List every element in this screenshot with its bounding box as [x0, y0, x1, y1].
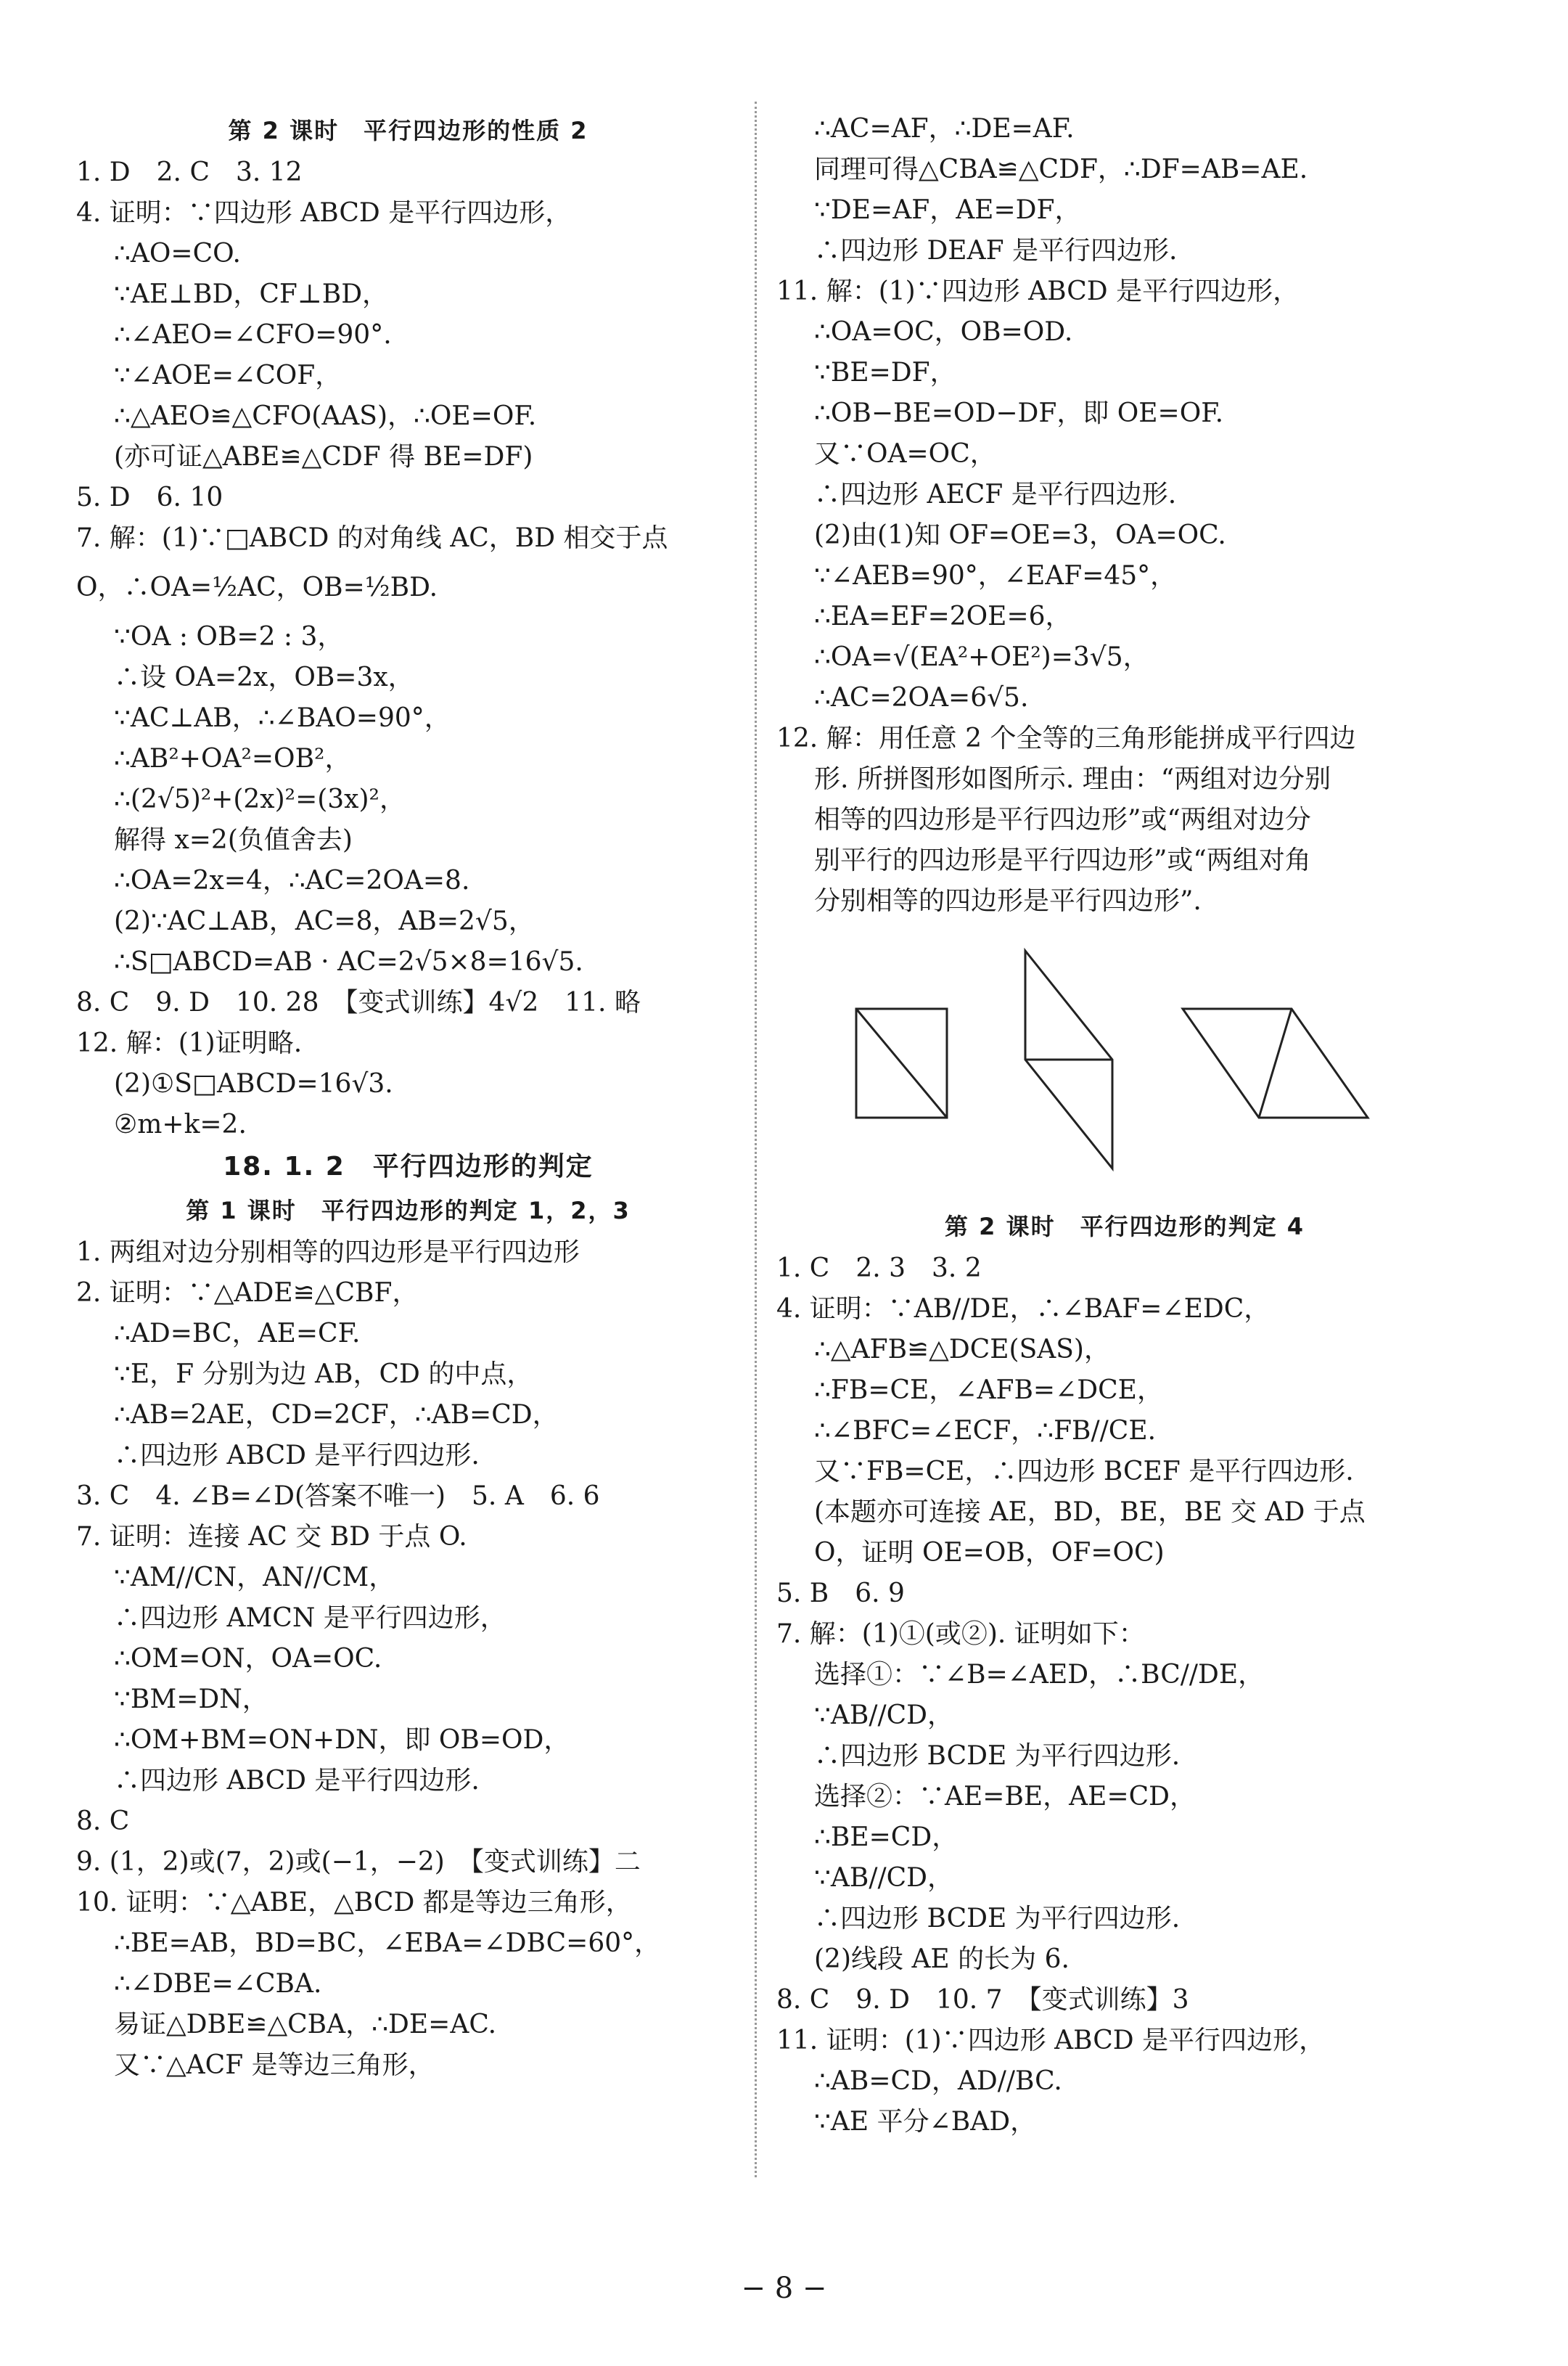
answer-line: 12. 解：(1)证明略. — [76, 1028, 303, 1058]
answer-line: 5. B 6. 9 — [776, 1579, 905, 1608]
answer-line: ∴四边形 AMCN 是平行四边形， — [114, 1603, 506, 1633]
answer-line: ∵OA : OB=2 : 3， — [114, 622, 344, 652]
answer-line: 2. 证明：∵△ADE≌△CBF， — [76, 1278, 419, 1308]
answer-line: ∴EA=EF=2OE=6， — [814, 602, 1072, 631]
answer-line: 别平行的四边形是平行四边形”或“两组对角 — [814, 846, 1311, 875]
answer-line: ∴设 OA=2x，OB=3x， — [114, 663, 414, 692]
answer-line: ∴四边形 ABCD 是平行四边形. — [114, 1766, 480, 1796]
answer-line: 1. C 2. 3 3. 2 — [776, 1253, 982, 1283]
page-number: − 8 − — [741, 2272, 827, 2305]
column-divider — [755, 102, 757, 2177]
answer-line: ∵AC⊥AB，∴∠BAO=90°， — [114, 703, 451, 733]
answer-line: 又∵△ACF 是等边三角形， — [114, 2050, 435, 2080]
answer-line: (2)①S□ABCD=16√3. — [114, 1069, 393, 1099]
right-column-bottom — [776, 1205, 1473, 2142]
answer-line: ∴四边形 ABCD 是平行四边形. — [114, 1441, 480, 1470]
answer-line: ∴∠DBE=∠CBA. — [114, 1969, 322, 1999]
answer-line: ∵AM//CN，AN//CM， — [114, 1563, 395, 1592]
answer-line: ∴FB=CE，∠AFB=∠DCE， — [814, 1375, 1163, 1405]
answer-line: 7. 证明：连接 AC 交 BD 于点 O. — [76, 1522, 467, 1552]
answer-line: ∴四边形 BCDE 为平行四边形. — [814, 1741, 1181, 1771]
answer-line: ∴S□ABCD=AB · AC=2√5×8=16√5. — [114, 947, 583, 977]
answer-line: (2)线段 AE 的长为 6. — [814, 1944, 1070, 1974]
answer-line: ∴OA=2x=4，∴AC=2OA=8. — [114, 866, 470, 896]
answer-line: 12. 解：用任意 2 个全等的三角形能拼成平行四边 — [776, 724, 1356, 753]
answer-line: ∴AC=AF，∴DE=AF. — [814, 114, 1075, 144]
answer-line: ②m+k=2. — [114, 1110, 247, 1139]
right-column-top — [776, 109, 1473, 922]
answer-line: 5. D 6. 10 — [76, 483, 223, 512]
answer-line: 10. 证明：∵△ABE，△BCD 都是等边三角形， — [76, 1888, 632, 1917]
answer-line: 9. (1，2)或(7，2)或(−1，−2) 【变式训练】二 — [76, 1847, 641, 1877]
answer-line: 8. C 9. D 10. 28 【变式训练】4√2 11. 略 — [76, 988, 641, 1018]
answer-line: ∴四边形 AECF 是平行四边形. — [814, 480, 1177, 509]
answer-line: 解得 x=2(负值舍去) — [114, 825, 353, 855]
answer-line: ∴OM=ON，OA=OC. — [114, 1644, 382, 1674]
answer-line: ∴OA=√(EA²+OE²)=3√5， — [814, 642, 1149, 672]
answer-line: O，证明 OE=OB，OF=OC) — [814, 1538, 1165, 1568]
answer-line: 8. C 9. D 10. 7 【变式训练】3 — [776, 1985, 1189, 2015]
answer-line: ∵∠AEB=90°，∠EAF=45°， — [814, 561, 1177, 591]
answer-line: ∴(2√5)²+(2x)²=(3x)²， — [114, 785, 406, 814]
figure-tall-parallelogram — [1025, 951, 1112, 1168]
answer-line: ∵AE⊥BD，CF⊥BD， — [114, 279, 389, 309]
answer-line: ∴BE=CD， — [814, 1822, 959, 1852]
answer-line: ∴OB−BE=OD−DF，即 OE=OF. — [814, 398, 1224, 428]
parallelogram-figures — [842, 943, 1393, 1183]
answer-line: (2)由(1)知 OF=OE=3，OA=OC. — [814, 520, 1226, 550]
answer-line: 1. 两组对边分别相等的四边形是平行四边形 — [76, 1237, 580, 1267]
answer-line: ∴∠BFC=∠ECF，∴FB//CE. — [814, 1416, 1157, 1446]
answer-line: 4. 证明：∵AB//DE，∴∠BAF=∠EDC， — [776, 1294, 1271, 1324]
answer-line: 1. D 2. C 3. 12 — [76, 157, 303, 187]
answer-line: (2)∵AC⊥AB，AC=8，AB=2√5， — [114, 906, 535, 936]
answer-line: ∴OM+BM=ON+DN，即 OB=OD， — [114, 1725, 570, 1755]
answer-line: 选择①：∵∠B=∠AED，∴BC//DE， — [814, 1660, 1265, 1690]
figure-wide-parallelogram — [1183, 1009, 1368, 1118]
answer-line: ∴OA=OC，OB=OD. — [814, 317, 1073, 347]
left-column — [76, 109, 740, 2086]
answer-line: (亦可证△ABE≌△CDF 得 BE=DF) — [114, 442, 533, 472]
answer-line: 又∵OA=OC， — [814, 439, 996, 469]
answer-line: ∴AO=CO. — [114, 239, 241, 269]
answer-line: 7. 解：(1)①(或②). 证明如下： — [776, 1619, 1145, 1649]
section-heading: 18. 1. 2 平行四边形的判定 — [223, 1152, 594, 1182]
answer-line: ∴AB²+OA²=OB²， — [114, 744, 351, 774]
figure-rectangle — [856, 1009, 947, 1118]
answer-line: ∴∠AEO=∠CFO=90°. — [114, 320, 392, 350]
answer-line: 相等的四边形是平行四边形”或“两组对边分 — [814, 805, 1311, 835]
answer-line: 11. 证明：(1)∵四边形 ABCD 是平行四边形， — [776, 2026, 1326, 2055]
answer-line: 8. C — [76, 1806, 130, 1836]
answer-line: ∵BE=DF， — [814, 358, 956, 388]
answer-line: 同理可得△CBA≌△CDF，∴DF=AB=AE. — [814, 155, 1308, 184]
answer-line: (本题亦可连接 AE，BD，BE，BE 交 AD 于点 — [814, 1497, 1366, 1527]
answer-line: ∵∠AOE=∠COF， — [114, 361, 342, 390]
answer-line: ∵AB//CD， — [814, 1863, 954, 1893]
answer-line: 形. 所拼图形如图所示. 理由：“两组对边分别 — [814, 764, 1331, 794]
answer-line: 3. C 4. ∠B=∠D(答案不唯一) 5. A 6. 6 — [76, 1481, 600, 1511]
answer-line: 易证△DBE≌△CBA，∴DE=AC. — [114, 2010, 497, 2039]
answer-line: ∴四边形 BCDE 为平行四边形. — [814, 1904, 1181, 1933]
answer-line: ∴AB=CD，AD//BC. — [814, 2066, 1062, 2096]
answer-line: 4. 证明：∵四边形 ABCD 是平行四边形， — [76, 198, 572, 228]
answer-line: ∴△AEO≌△CFO(AAS)，∴OE=OF. — [114, 401, 537, 431]
section-heading: 第 2 课时 平行四边形的判定 4 — [945, 1213, 1305, 1240]
answer-line: ∴AC=2OA=6√5. — [814, 683, 1029, 713]
answer-line: 分别相等的四边形是平行四边形”. — [814, 886, 1202, 916]
answer-line: ∴AD=BC，AE=CF. — [114, 1319, 361, 1348]
answer-line: ∴四边形 DEAF 是平行四边形. — [814, 236, 1178, 266]
answer-line: O，∴OA=½AC，OB=½BD. — [76, 573, 438, 602]
section-heading: 第 1 课时 平行四边形的判定 1，2，3 — [186, 1197, 631, 1224]
answer-line: ∵BM=DN， — [114, 1685, 268, 1714]
answer-line: ∴BE=AB，BD=BC，∠EBA=∠DBC=60°， — [114, 1928, 661, 1958]
answer-line: 又∵FB=CE，∴四边形 BCEF 是平行四边形. — [814, 1457, 1354, 1486]
answer-line: ∵DE=AF，AE=DF， — [814, 195, 1081, 225]
section-heading: 第 2 课时 平行四边形的性质 2 — [228, 117, 588, 144]
answer-line: 选择②：∵AE=BE，AE=CD， — [814, 1782, 1196, 1812]
answer-line: ∴AB=2AE，CD=2CF，∴AB=CD， — [114, 1400, 559, 1430]
answer-line: 11. 解：(1)∵四边形 ABCD 是平行四边形， — [776, 277, 1300, 306]
answer-line: ∵AB//CD， — [814, 1700, 954, 1730]
answer-line: ∵E，F 分别为边 AB，CD 的中点， — [114, 1359, 533, 1389]
answer-line: ∵AE 平分∠BAD， — [814, 2107, 1037, 2137]
answer-line: ∴△AFB≌△DCE(SAS)， — [814, 1335, 1110, 1364]
answer-line: 7. 解：(1)∵□ABCD 的对角线 AC，BD 相交于点 — [76, 523, 668, 553]
